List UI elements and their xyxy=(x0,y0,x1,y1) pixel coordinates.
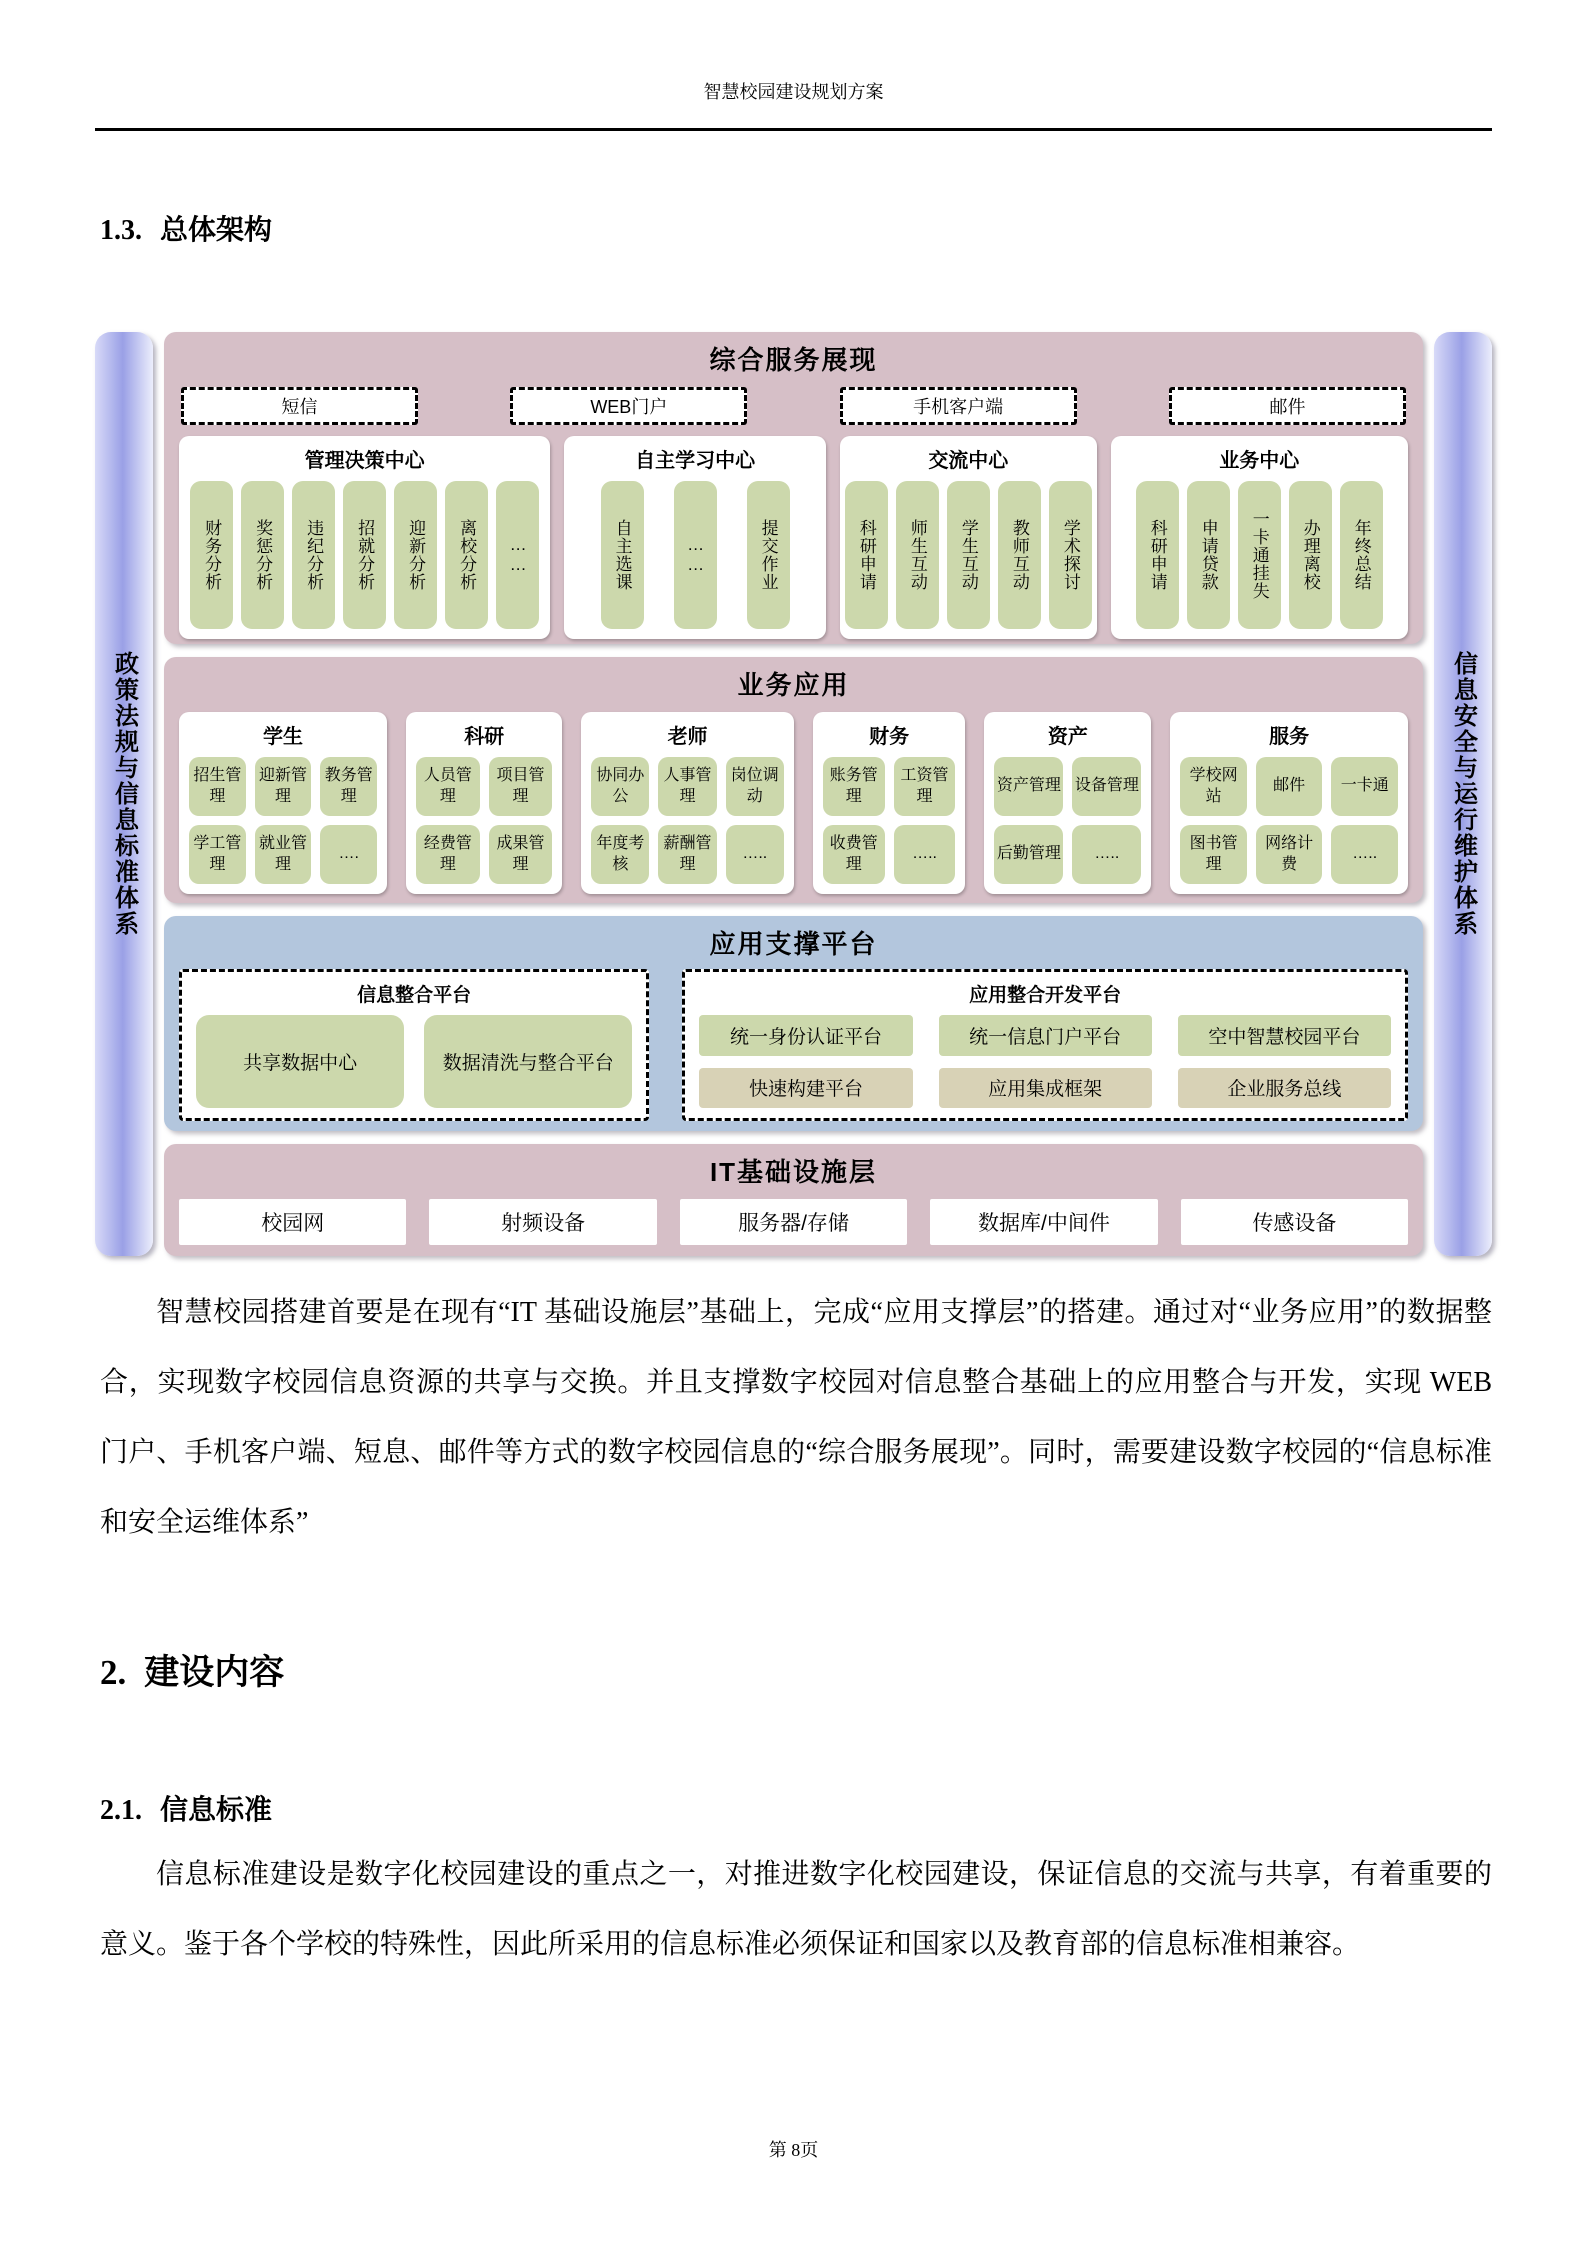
section-1-3-number: 1.3. xyxy=(100,215,142,246)
architecture-diagram xyxy=(95,332,1492,1256)
group-title: 资产 xyxy=(1047,726,1088,748)
group-title: 财务 xyxy=(869,726,910,748)
layer-business-applications xyxy=(164,657,1423,903)
channel-email: 邮件 xyxy=(1169,387,1406,425)
group-items xyxy=(591,757,784,884)
center-item: 申请贷款 xyxy=(1187,481,1230,629)
it-item: 校园网 xyxy=(179,1199,406,1245)
group-finance xyxy=(813,712,966,894)
center-item: 招就分析 xyxy=(343,481,386,629)
it-item: 数据库/中间件 xyxy=(930,1199,1157,1245)
business-item: 设备管理 xyxy=(1072,757,1141,816)
center-item: 办理离校 xyxy=(1289,481,1332,629)
center-item-more: …… xyxy=(496,481,539,629)
center-items xyxy=(189,481,540,629)
section-1-3-title: 总体架构 xyxy=(160,215,273,246)
centers-row xyxy=(179,436,1408,639)
business-item: 岗位调动 xyxy=(726,757,784,816)
channel-web-portal: WEB门户 xyxy=(510,387,747,425)
group-student xyxy=(179,712,387,894)
center-items xyxy=(850,481,1087,629)
business-item: 收费管理 xyxy=(823,825,885,884)
group-items xyxy=(994,757,1141,884)
header-title: 智慧校园建设规划方案 xyxy=(703,82,884,102)
center-item: 学术探讨 xyxy=(1049,481,1092,629)
group-title: 老师 xyxy=(667,726,708,748)
business-item-more: ….. xyxy=(894,825,956,884)
info-platform-items xyxy=(196,1015,632,1108)
business-item-more: ….. xyxy=(1331,825,1398,884)
support-item: 空中智慧校园平台 xyxy=(1178,1015,1391,1056)
layer-business-title: 业务应用 xyxy=(737,670,850,700)
business-item: 网络计费 xyxy=(1256,825,1323,884)
section-2-number: 2. xyxy=(100,1653,127,1692)
page-number: 第 8页 xyxy=(768,2140,819,2160)
it-item: 传感设备 xyxy=(1181,1199,1408,1245)
it-item: 射频设备 xyxy=(429,1199,656,1245)
group-items xyxy=(823,757,956,884)
support-item: 统一信息门户平台 xyxy=(939,1015,1152,1056)
business-item-more: ….. xyxy=(726,825,784,884)
center-item: 一卡通挂失 xyxy=(1238,481,1281,629)
paragraph-overview: 智慧校园搭建首要是在现有“IT 基础设施层”基础上，完成“应用支撑层”的搭建。通过对“业务应用”的数据整合，实现数字校园信息资源的共享与交换。并且支撑数字校园对信息整合基础上的应用整合与开发，实现 WEB 门户、手机客户端、短息、邮件等方式的数字校园信息的“综合服务展现”。同时，需要建设数字校园的“信息标准和安全运维体系” xyxy=(100,1297,1492,1538)
center-item: 学生互动 xyxy=(947,481,990,629)
center-item-more: …… xyxy=(674,481,717,629)
section-1-3-heading xyxy=(100,208,272,248)
dev-platform-items xyxy=(699,1015,1391,1108)
center-items xyxy=(574,481,816,629)
group-items xyxy=(1180,757,1398,884)
business-item: 学工管理 xyxy=(189,825,246,884)
center-title: 管理决策中心 xyxy=(304,450,425,472)
center-title: 业务中心 xyxy=(1219,450,1300,472)
business-item: 工资管理 xyxy=(894,757,956,816)
group-items xyxy=(189,757,377,884)
center-communication xyxy=(840,436,1097,639)
business-item: 人事管理 xyxy=(658,757,716,816)
layer-support-title: 应用支撑平台 xyxy=(709,929,878,959)
support-boxes xyxy=(179,969,1408,1121)
section-2-1-title: 信息标准 xyxy=(160,1795,273,1826)
layer-it-title: IT基础设施层 xyxy=(709,1157,878,1187)
business-item: 成果管理 xyxy=(489,825,553,884)
business-item: 一卡通 xyxy=(1331,757,1398,816)
right-pillar xyxy=(1434,332,1492,1256)
business-item: 协同办公 xyxy=(591,757,649,816)
business-item: 资产管理 xyxy=(994,757,1063,816)
center-self-learning xyxy=(564,436,826,639)
it-item: 服务器/存储 xyxy=(680,1199,907,1245)
info-platform-title: 信息整合平台 xyxy=(357,985,472,1006)
center-item: 违纪分析 xyxy=(292,481,335,629)
center-item: 自主选课 xyxy=(601,481,644,629)
layer-service-presentation xyxy=(164,332,1423,644)
center-title: 交流中心 xyxy=(928,450,1009,472)
dev-platform-title: 应用整合开发平台 xyxy=(969,985,1122,1006)
channel-sms: 短信 xyxy=(181,387,418,425)
center-item: 提交作业 xyxy=(747,481,790,629)
business-item: 就业管理 xyxy=(255,825,312,884)
business-item: 图书管理 xyxy=(1180,825,1247,884)
business-item: 项目管理 xyxy=(489,757,553,816)
channel-mobile-client: 手机客户端 xyxy=(840,387,1077,425)
center-item: 科研申请 xyxy=(845,481,888,629)
business-item: 教务管理 xyxy=(320,757,377,816)
business-item-more: …. xyxy=(320,825,377,884)
center-title: 自主学习中心 xyxy=(635,450,756,472)
support-item: 数据清洗与整合平台 xyxy=(424,1015,632,1108)
support-item: 应用集成框架 xyxy=(939,1068,1152,1109)
group-title: 学生 xyxy=(263,726,304,748)
center-management-decision xyxy=(179,436,550,639)
business-item: 年度考核 xyxy=(591,825,649,884)
support-item: 共享数据中心 xyxy=(196,1015,404,1108)
business-item: 学校网站 xyxy=(1180,757,1247,816)
group-research xyxy=(406,712,562,894)
section-2-heading xyxy=(100,1645,284,1695)
layer-application-support xyxy=(164,916,1423,1131)
group-teacher xyxy=(581,712,794,894)
layer-it-infrastructure xyxy=(164,1144,1423,1256)
diagram-main xyxy=(164,332,1423,1256)
business-item: 经费管理 xyxy=(416,825,480,884)
center-item: 师生互动 xyxy=(896,481,939,629)
business-item-more: ….. xyxy=(1072,825,1141,884)
center-item: 财务分析 xyxy=(190,481,233,629)
info-integration-platform xyxy=(179,969,649,1121)
center-item: 教师互动 xyxy=(998,481,1041,629)
group-title: 科研 xyxy=(464,726,505,748)
support-item: 统一身份认证平台 xyxy=(699,1015,912,1056)
group-items xyxy=(416,757,552,884)
business-item: 邮件 xyxy=(1256,757,1323,816)
center-items xyxy=(1121,481,1398,629)
it-items-row xyxy=(179,1199,1408,1245)
business-item: 薪酬管理 xyxy=(658,825,716,884)
section-2-1-heading xyxy=(100,1788,272,1828)
app-integration-dev-platform xyxy=(682,969,1408,1121)
center-item: 离校分析 xyxy=(445,481,488,629)
left-pillar-label: 政策法规与信息标准体系 xyxy=(110,651,138,937)
section-2-1-number: 2.1. xyxy=(100,1795,142,1826)
center-item: 年终总结 xyxy=(1340,481,1383,629)
layer-service-title: 综合服务展现 xyxy=(709,345,878,375)
support-item: 快速构建平台 xyxy=(699,1068,912,1109)
center-business xyxy=(1111,436,1408,639)
group-service xyxy=(1170,712,1408,894)
center-item: 迎新分析 xyxy=(394,481,437,629)
center-item: 奖惩分析 xyxy=(241,481,284,629)
business-groups xyxy=(179,712,1408,894)
center-item: 科研申请 xyxy=(1136,481,1179,629)
business-item: 人员管理 xyxy=(416,757,480,816)
left-pillar xyxy=(95,332,153,1256)
business-item: 招生管理 xyxy=(189,757,246,816)
right-pillar-label: 信息安全与运行维护体系 xyxy=(1449,651,1477,937)
paragraph-info-standard: 信息标准建设是数字化校园建设的重点之一，对推进数字化校园建设，保证信息的交流与共享，有着重要的意义。鉴于各个学校的特殊性，因此所采用的信息标准必须保证和国家以及教育部的信息标准相兼容。 xyxy=(100,1859,1492,1960)
section-2-title: 建设内容 xyxy=(144,1653,285,1692)
group-asset xyxy=(984,712,1151,894)
support-item: 企业服务总线 xyxy=(1178,1068,1391,1109)
channel-row xyxy=(181,387,1406,425)
business-item: 迎新管理 xyxy=(255,757,312,816)
business-item: 账务管理 xyxy=(823,757,885,816)
group-title: 服务 xyxy=(1269,726,1310,748)
business-item: 后勤管理 xyxy=(994,825,1063,884)
page-header xyxy=(95,78,1492,131)
